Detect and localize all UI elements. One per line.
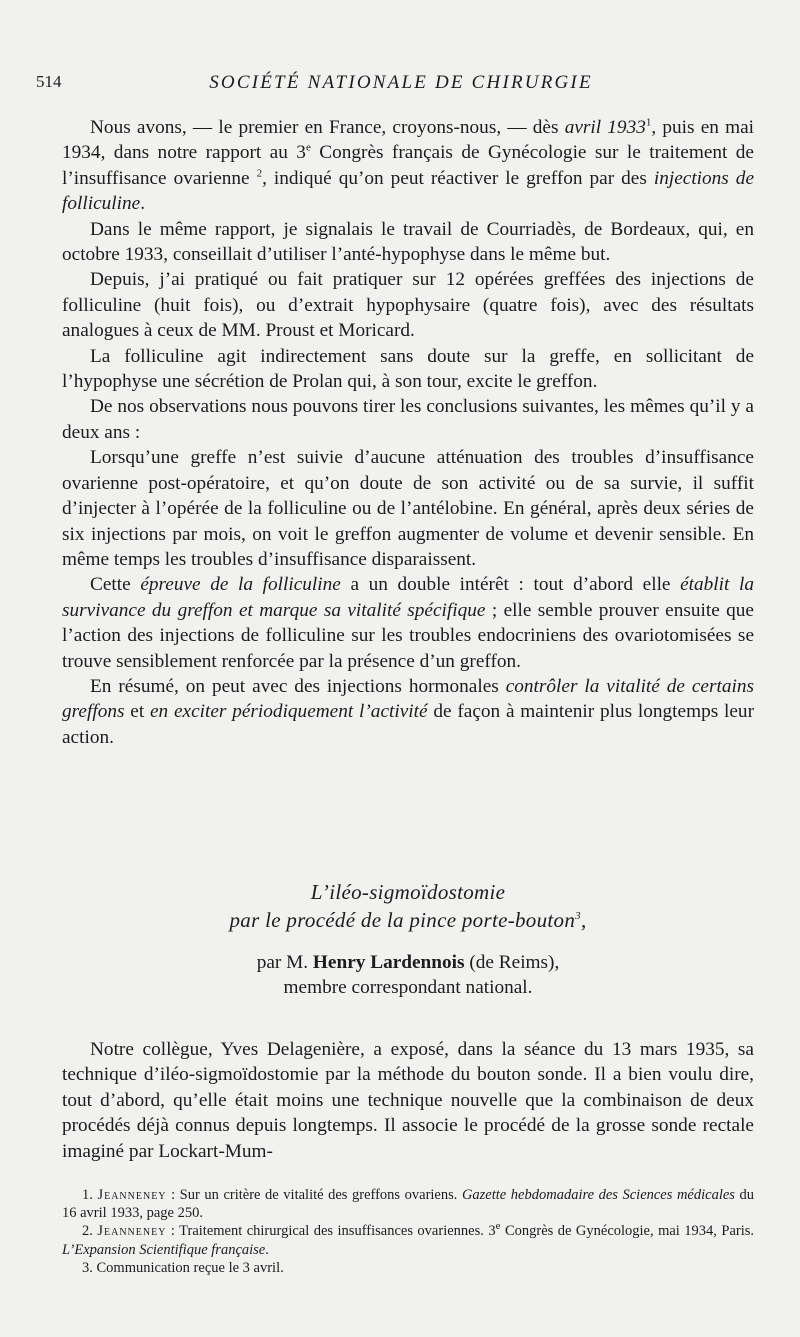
footnote-3: 3. Communication reçue le 3 avril.	[82, 1259, 284, 1276]
footnotes	[62, 1186, 754, 1277]
footnote-1: 1. Jeanneney : Sur un critère de vitalité des greffons ovariens. Gazette hebdomadaire des Sciences médicales du 16 avril 1933, page 250.	[62, 1187, 755, 1222]
footnote-ref: 1	[645, 116, 652, 129]
article-title-line-1: L’iléo-sigmoïdostomie	[310, 880, 506, 904]
page-number: 514	[36, 72, 62, 91]
running-head: SOCIÉTÉ NATIONALE DE CHIRURGIE	[209, 72, 593, 93]
page-header	[36, 72, 766, 98]
article-title	[62, 878, 754, 934]
footnote-2: 2. Jeanneney : Traitement chirurgical des insuffisances ovariennes. 3e Congrès de Gynécologie, mai 1934, Paris. L’Expansion Scientifique française.	[62, 1220, 755, 1258]
article-title-line-2: par le procédé de la pince porte-bouton$^3$,	[229, 908, 587, 932]
previous-article-conclusion	[62, 115, 754, 750]
paragraph: Depuis, j’ai pratiqué ou fait pratiquer sur 12 opérées greffées des injections de folliculine (huit fois), ou d’extrait hypophysaire (quatre fois), avec des résultats analogues à ceux de MM. Proust et Moricard.	[62, 269, 754, 342]
byline-line-1: par M. Henry Lardennois (de Reims),	[256, 952, 560, 973]
paragraph: De nos observations nous pouvons tirer les conclusions suivantes, les mêmes qu’il y a deux ans :	[62, 396, 754, 443]
footnote-ref: 3	[575, 910, 581, 922]
byline	[62, 950, 754, 1001]
article-body	[62, 1037, 754, 1164]
paragraph: Dans le même rapport, je signalais le travail de Courriadès, de Bordeaux, qui, en octobre 1933, conseillait d’utiliser l’anté-hypophyse dans le même but.	[62, 218, 754, 266]
byline-line-2: membre correspondant national.	[283, 977, 533, 999]
footnote-ref: 2	[256, 167, 263, 180]
paragraph: La folliculine agit indirectement sans doute sur la greffe, en sollicitant de l’hypophyse une sécrétion de Prolan qui, à son tour, excite le greffon.	[62, 345, 754, 393]
paragraph: Lorsqu’une greffe n’est suivie d’aucune atténuation des troubles d’insuffisance ovarienne post-opératoire, et qu’on doute de son activité ou de sa survie, il suffit d’injecter à l’opérée de la folliculine ou de l’antélobine. En général, après deux séries de six injections par mois, on voit le greffon augmenter de volume et devenir sensible. En même temps les troubles d’insuffisance disparaissent.	[62, 447, 754, 570]
paragraph: Cette épreuve de la folliculine a un double intérêt : tout d’abord elle établit la survivance du greffon et marque sa vitalité spécifique ; elle semble prouver ensuite que l’action des injections de folliculine sur les troubles endocriniens des ovariotomisées se trouve sensiblement renforcée par la présence d’un greffon.	[62, 574, 754, 672]
paragraph: Notre collègue, Yves Delagenière, a exposé, dans la séance du 13 mars 1935, sa technique d’iléo-sigmoïdostomie par la méthode du bouton sonde. Il a bien voulu dire, tout d’abord, qu’elle était moins une technique nouvelle que la combinaison de deux procédés déjà connus depuis longtemps. Il associe le procédé de la grosse sonde rectale imaginé par Lockart-Mum-	[62, 1039, 754, 1162]
paragraph: En résumé, on peut avec des injections hormonales contrôler la vitalité de certains greffons et en exciter périodiquement l’activité de façon à maintenir plus longtemps leur action.	[62, 675, 754, 748]
author-name: Henry Lardennois	[312, 952, 465, 973]
paragraph: Nous avons, — le premier en France, croyons-nous, — dès avril 1933$^1$, puis en mai 1934, dans notre rapport au 3e Congrès français de Gynécologie sur le traitement de l’insuffisance ovarienne $^2$, indiqué qu’on peut réactiver le greffon par des injections de folliculine.	[62, 116, 754, 215]
